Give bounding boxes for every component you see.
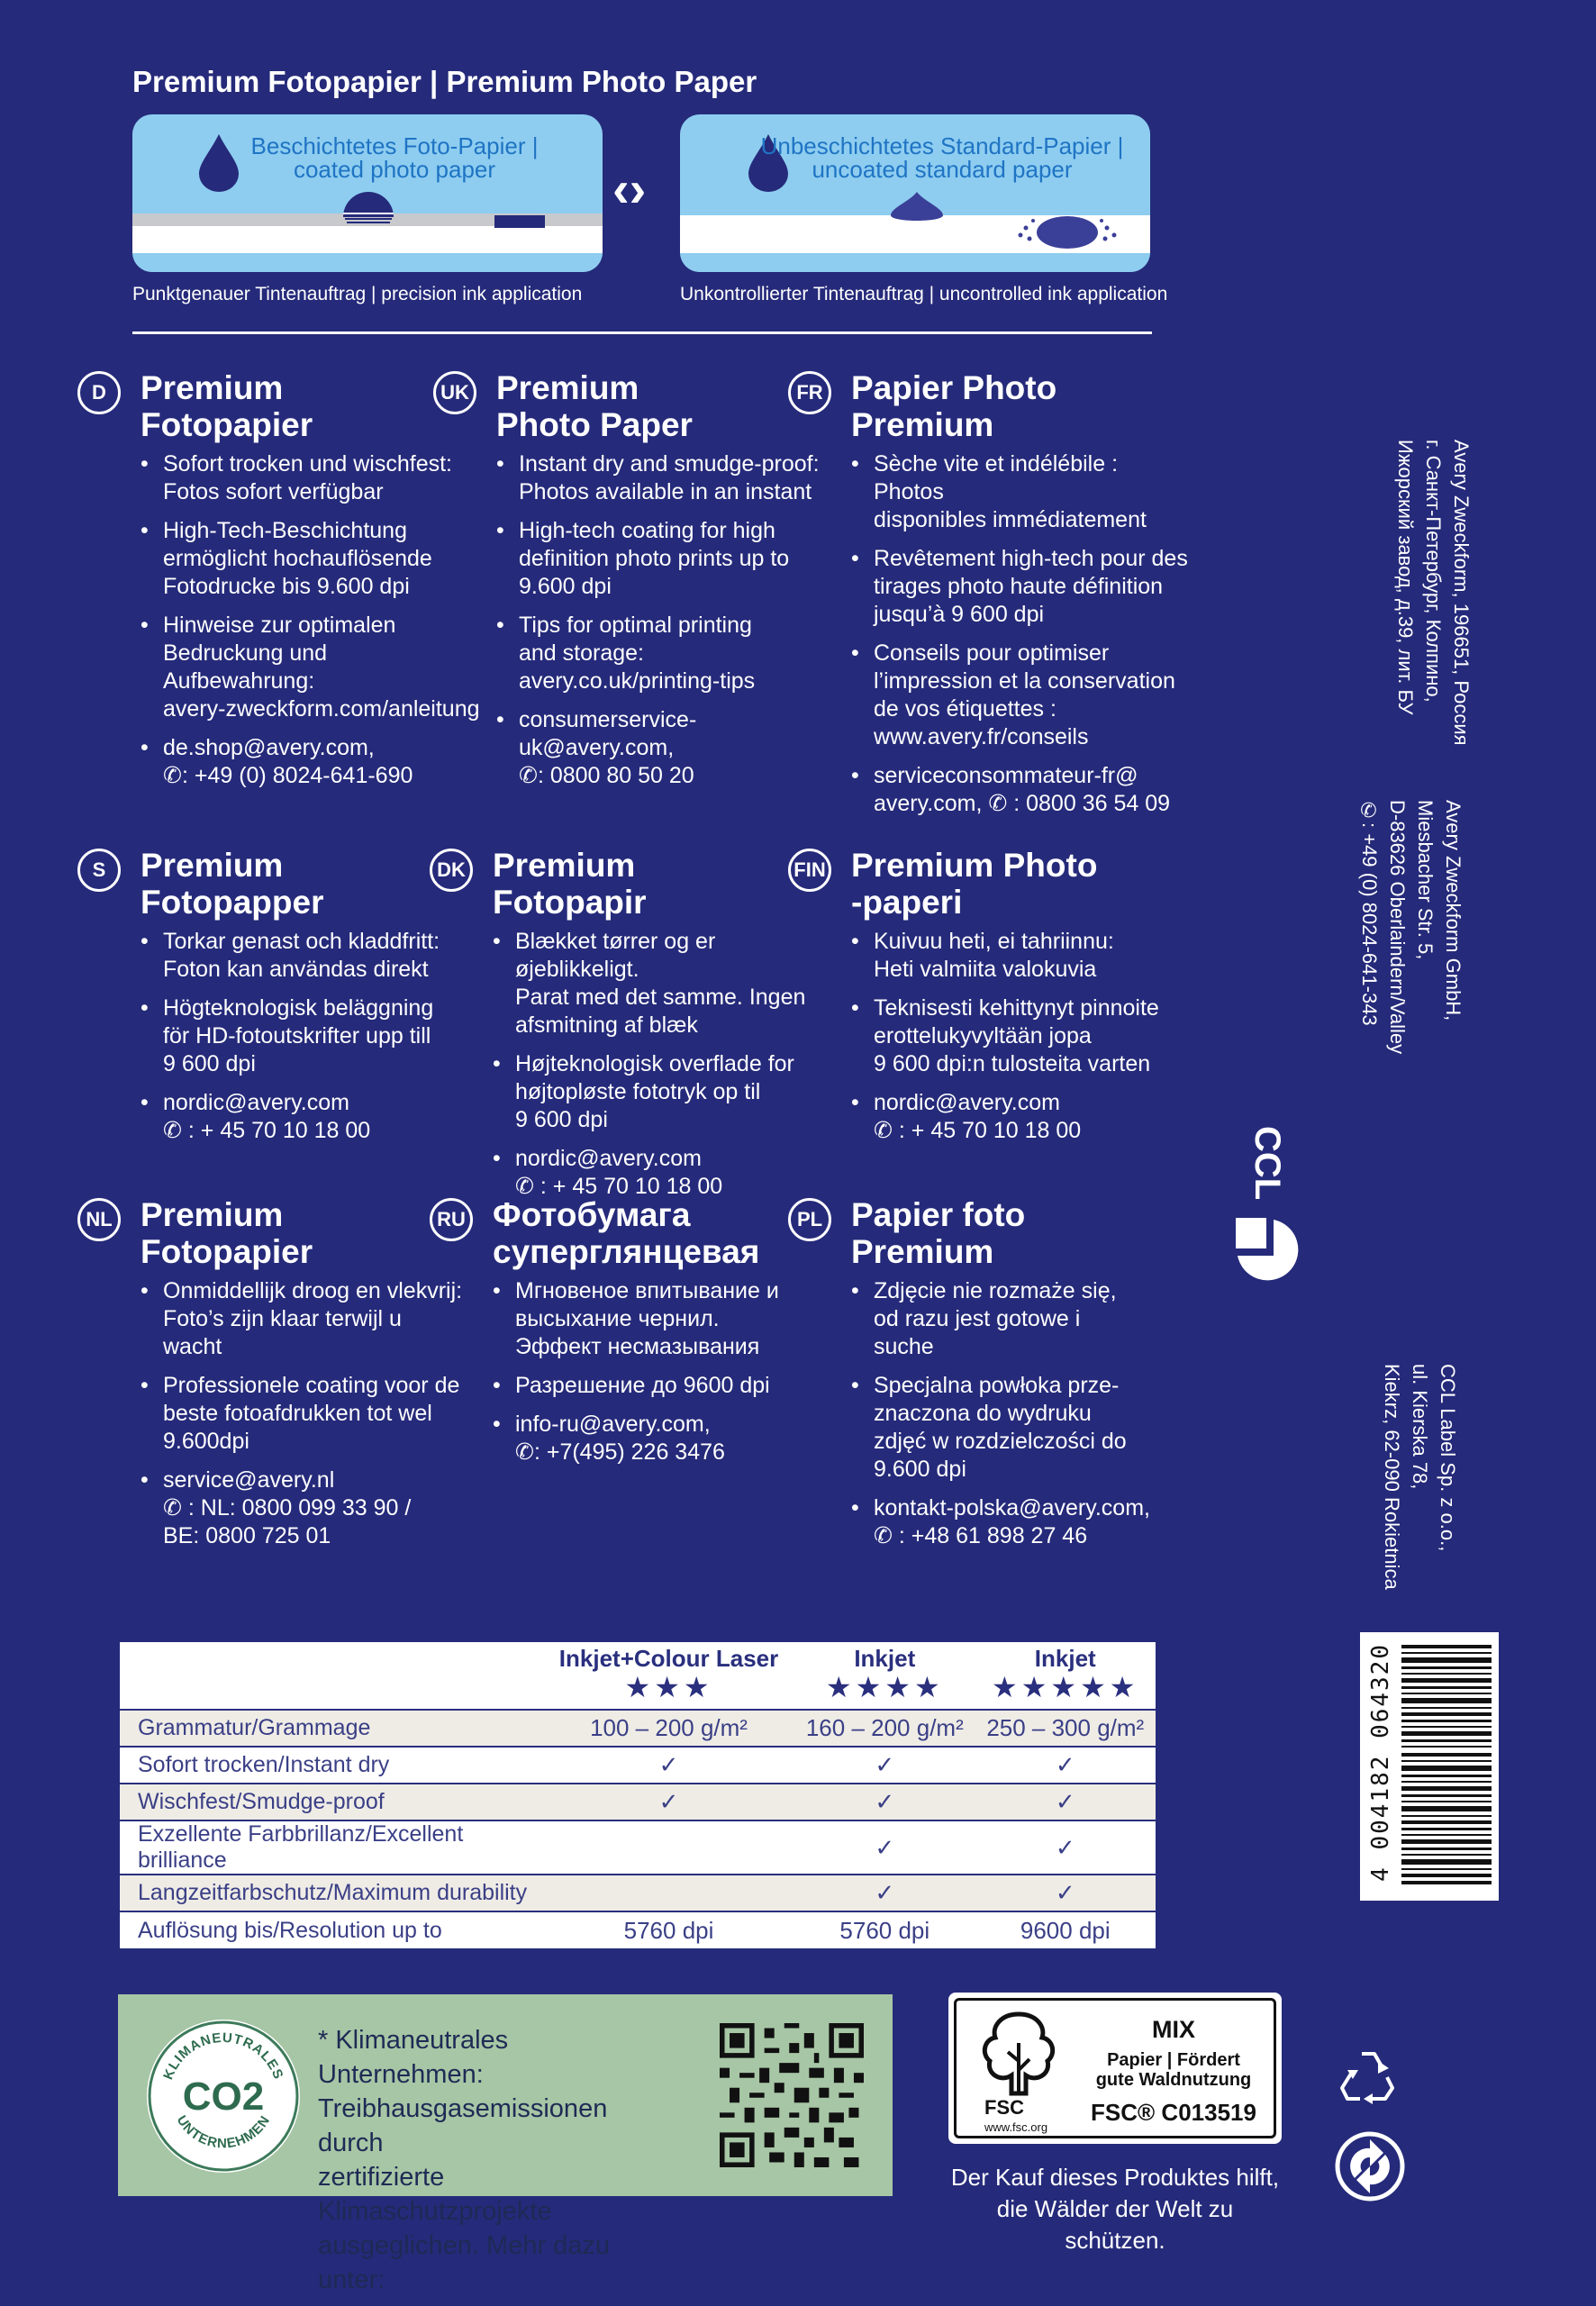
lang-block-fin bbox=[793, 847, 1193, 1156]
list-item: • Instant dry and smudge-proof: Photos available in an instant bbox=[496, 450, 839, 506]
table-row: Exzellente Farbbrillanz/Excellent brilliance ✓ ✓ bbox=[120, 1820, 1156, 1875]
svg-text:CO2: CO2 bbox=[182, 2074, 265, 2119]
list-item: • High-tech coating for high definition photo prints up to 9.600 dpi bbox=[496, 517, 839, 601]
fsc-code: FSC® C013519 bbox=[1091, 2099, 1256, 2126]
green-dot-icon bbox=[1335, 2131, 1405, 2202]
svg-text:KLIMANEUTRALES: KLIMANEUTRALES bbox=[160, 2029, 286, 2083]
fsc-logo-text: FSC bbox=[984, 2096, 1024, 2119]
lang-block-s bbox=[92, 847, 483, 1156]
coated-caption: Punktgenauer Tintenauftrag | precision ink application bbox=[132, 284, 583, 304]
lang-title: Premium Fotopapper bbox=[141, 847, 324, 921]
list-item: • Hinweise zur optimalen Bedruckung und Aufbewahrung: avery-zweckform.com/anleitung bbox=[141, 612, 483, 723]
lang-title: Premium Photo Paper bbox=[496, 369, 693, 443]
list-item: • nordic@avery.com ✆ : + 45 70 10 18 00 bbox=[493, 1145, 835, 1201]
climate-seal bbox=[147, 2020, 300, 2173]
barcode bbox=[1360, 1632, 1499, 1901]
uncoated-paper-illustration bbox=[680, 114, 1150, 272]
language-badge: FIN bbox=[788, 849, 831, 892]
language-badge: DK bbox=[430, 849, 473, 892]
list-item: • info-ru@avery.com, ✆: +7(495) 226 3476 bbox=[493, 1411, 835, 1466]
language-badge: D bbox=[77, 371, 121, 414]
language-badge: FR bbox=[788, 371, 831, 414]
lang-title: Premium Fotopapier bbox=[141, 1196, 313, 1270]
divider bbox=[132, 331, 1152, 334]
list-item: • Blækket tørrer og er øjeblikkeligt. Parat med det samme. Ingen afsmitning af blæk bbox=[493, 928, 835, 1040]
list-item: • Højteknologisk overflade for højtopløste fototryk op til 9 600 dpi bbox=[493, 1050, 835, 1134]
coated-paper-illustration bbox=[132, 114, 603, 272]
list-item: • High-Tech-Beschichtung ermöglicht hochauflösende Fotodrucke bis 9.600 dpi bbox=[141, 517, 483, 601]
barcode-bars bbox=[1401, 1645, 1492, 1888]
ccl-logo-mark bbox=[1234, 1216, 1306, 1288]
uncoated-caption: Unkontrollierter Tintenauftrag | uncontrolled ink application bbox=[680, 284, 1168, 304]
list-item: • Sèche vite et indélébile : Photos disponibles immédiatement bbox=[851, 450, 1193, 534]
forest-text: Der Kauf dieses Produktes hilft, die Wälder der Welt zu schützen. bbox=[950, 2164, 1280, 2254]
fsc-url: www.fsc.org bbox=[984, 2120, 1048, 2134]
ink-bleed-icon bbox=[1013, 212, 1121, 253]
spec-table bbox=[120, 1642, 1156, 1948]
lang-title: Papier Photo Premium bbox=[851, 369, 1057, 443]
recycle-icon bbox=[1338, 2047, 1398, 2106]
list-item: • Conseils pour optimiser l’impression et la conservation de vos étiquettes : www.avery.fr/conseils bbox=[851, 640, 1193, 751]
list-item: • kontakt-polska@avery.com, ✆ : +48 61 898 27 46 bbox=[851, 1494, 1193, 1550]
column-header: Inkjet+Colour Laser ★★★ bbox=[558, 1645, 779, 1703]
list-item: • Onmiddellijk droog en vlekvrij: Foto’s zijn klaar terwijl u wacht bbox=[141, 1277, 483, 1361]
address-russia: Avery Zweckform, 196651, Россия г. Санкт-Петербург, Колпино, Ижорский завод, д.39, лит. БУ bbox=[1394, 440, 1473, 746]
list-item: • Разрешение до 9600 dpi bbox=[493, 1372, 835, 1400]
page-title: Premium Fotopapier | Premium Photo Paper bbox=[132, 65, 757, 98]
list-item: • Sofort trocken und wischfest: Fotos sofort verfügbar bbox=[141, 450, 483, 506]
language-badge: RU bbox=[430, 1198, 473, 1241]
address-germany: Avery Zweckform GmbH, Miesbacher Str. 5, D-83626 Oberlaindern/Valley ✆: +49 (0) 8024-641-343 bbox=[1358, 800, 1465, 1055]
language-badge: UK bbox=[433, 371, 476, 414]
language-badge: NL bbox=[77, 1198, 121, 1241]
list-item: • service@avery.nl ✆ : NL: 0800 099 33 90 / BE: 0800 725 01 bbox=[141, 1466, 483, 1550]
climate-neutral-box bbox=[118, 1994, 893, 2294]
lang-title: Premium Fotopapier bbox=[141, 369, 313, 443]
uncoated-paper-label: Unbeschichtetes Standard-Papier | uncoated standard paper bbox=[760, 132, 1124, 183]
list-item: • consumerservice-uk@avery.com, ✆: 0800 80 50 20 bbox=[496, 706, 839, 790]
coated-paper-label: Beschichtetes Foto-Papier | coated photo paper bbox=[250, 132, 539, 183]
lang-title: Papier foto Premium bbox=[851, 1196, 1026, 1270]
language-badge: S bbox=[77, 849, 121, 892]
lang-block-fr bbox=[796, 369, 1193, 829]
fsc-mix: MIX bbox=[1151, 2016, 1195, 2043]
svg-text:UNTERNEHMEN: UNTERNEHMEN bbox=[173, 2112, 274, 2152]
qr-code[interactable] bbox=[720, 2023, 864, 2167]
list-item: • Revêtement high-tech pour des tirages photo haute définition jusqu’à 9 600 dpi bbox=[851, 545, 1193, 629]
column-header: Inkjet ★★★★★ bbox=[992, 1645, 1139, 1703]
lang-block-de bbox=[92, 369, 483, 801]
list-item: • Tips for optimal printing and storage: avery.co.uk/printing-tips bbox=[496, 612, 839, 695]
list-item: • Högteknologisk beläggning för HD-fotoutskrifter upp till 9 600 dpi bbox=[141, 994, 483, 1078]
table-row: Wischfest/Smudge-proof ✓ ✓ ✓ bbox=[120, 1784, 1156, 1820]
lang-block-pl bbox=[796, 1196, 1193, 1561]
table-row: Grammatur/Grammage 100 – 200 g/m² 160 – 200 g/m² 250 – 300 g/m² bbox=[120, 1710, 1156, 1747]
column-header: Inkjet ★★★★ bbox=[825, 1645, 944, 1703]
barcode-digits: 4 004182 064320 bbox=[1367, 1643, 1394, 1882]
list-item: • Specjalna powłoka prze- znaczona do wydruku zdjęć w rozdzielczości do 9.600 dpi bbox=[851, 1372, 1193, 1484]
list-item: • nordic@avery.com ✆ : + 45 70 10 18 00 bbox=[141, 1089, 483, 1145]
lang-block-ru bbox=[437, 1196, 835, 1477]
fsc-mix-description: Papier | Fördert gute Waldnutzung bbox=[1095, 2050, 1252, 2090]
table-row: Langzeitfarbschutz/Maximum durability ✓ ✓ bbox=[120, 1875, 1156, 1911]
table-row: Sofort trocken/Instant dry ✓ ✓ ✓ bbox=[120, 1747, 1156, 1784]
climate-text: * Klimaneutrales Unternehmen: Treibhausgasemissionen durch zertifizierte Klimaschutzprojekte ausgeglichen. Mehr dazu unter: bbox=[318, 2026, 611, 2294]
list-item: • Zdjęcie nie rozmaże się, od razu jest gotowe i suche bbox=[851, 1277, 1193, 1361]
address-poland: CCL Label Sp. z o.o., ul. Kierska 78, Kiekrz, 62-090 Rokietnica bbox=[1381, 1364, 1459, 1590]
fsc-tree-icon bbox=[974, 2007, 1064, 2097]
fsc-label bbox=[948, 1993, 1282, 2144]
table-row: Auflösung bis/Resolution up to 5760 dpi 5760 dpi 9600 dpi bbox=[120, 1911, 1156, 1948]
list-item: • Kuivuu heti, ei tahriinnu: Heti valmiita valokuvia bbox=[851, 928, 1193, 984]
ink-bar bbox=[494, 215, 545, 228]
list-item: • Professionele coating voor de beste fotoafdrukken tot wel 9.600dpi bbox=[141, 1372, 483, 1456]
list-item: • de.shop@avery.com, ✆: +49 (0) 8024-641-690 bbox=[141, 734, 483, 790]
comparison-arrows: ‹› bbox=[612, 160, 647, 217]
lang-title: Premium Fotopapir bbox=[493, 847, 647, 921]
co2-seal-icon bbox=[147, 2020, 300, 2173]
list-item: • serviceconsommateur-fr@ avery.com, ✆ : 0800 36 54 09 bbox=[851, 762, 1193, 818]
list-item: • Torkar genast och kladdfritt: Foton kan användas direkt bbox=[141, 928, 483, 984]
ccl-logo bbox=[1234, 1126, 1306, 1288]
lang-block-uk bbox=[440, 369, 839, 801]
lang-title: Premium Photo -paperi bbox=[851, 847, 1098, 921]
ink-dot-icon bbox=[341, 188, 395, 224]
lang-block-dk bbox=[437, 847, 835, 1212]
language-badge: PL bbox=[788, 1198, 831, 1241]
lang-title: Фотобумага суперглянцевая bbox=[493, 1196, 760, 1270]
ink-spread-icon bbox=[887, 192, 947, 228]
list-item: • Мгновеное впитывание и высыхание чернил. Эффект несмазывания bbox=[493, 1277, 835, 1361]
lang-block-nl bbox=[86, 1196, 483, 1561]
list-item: • Teknisesti kehittynyt pinnoite erottelukyvyltään jopa 9 600 dpi:n tulosteita varten bbox=[851, 994, 1193, 1078]
list-item: • nordic@avery.com ✆ : + 45 70 10 18 00 bbox=[851, 1089, 1193, 1145]
ccl-logo-text: CCL bbox=[1247, 1126, 1287, 1201]
